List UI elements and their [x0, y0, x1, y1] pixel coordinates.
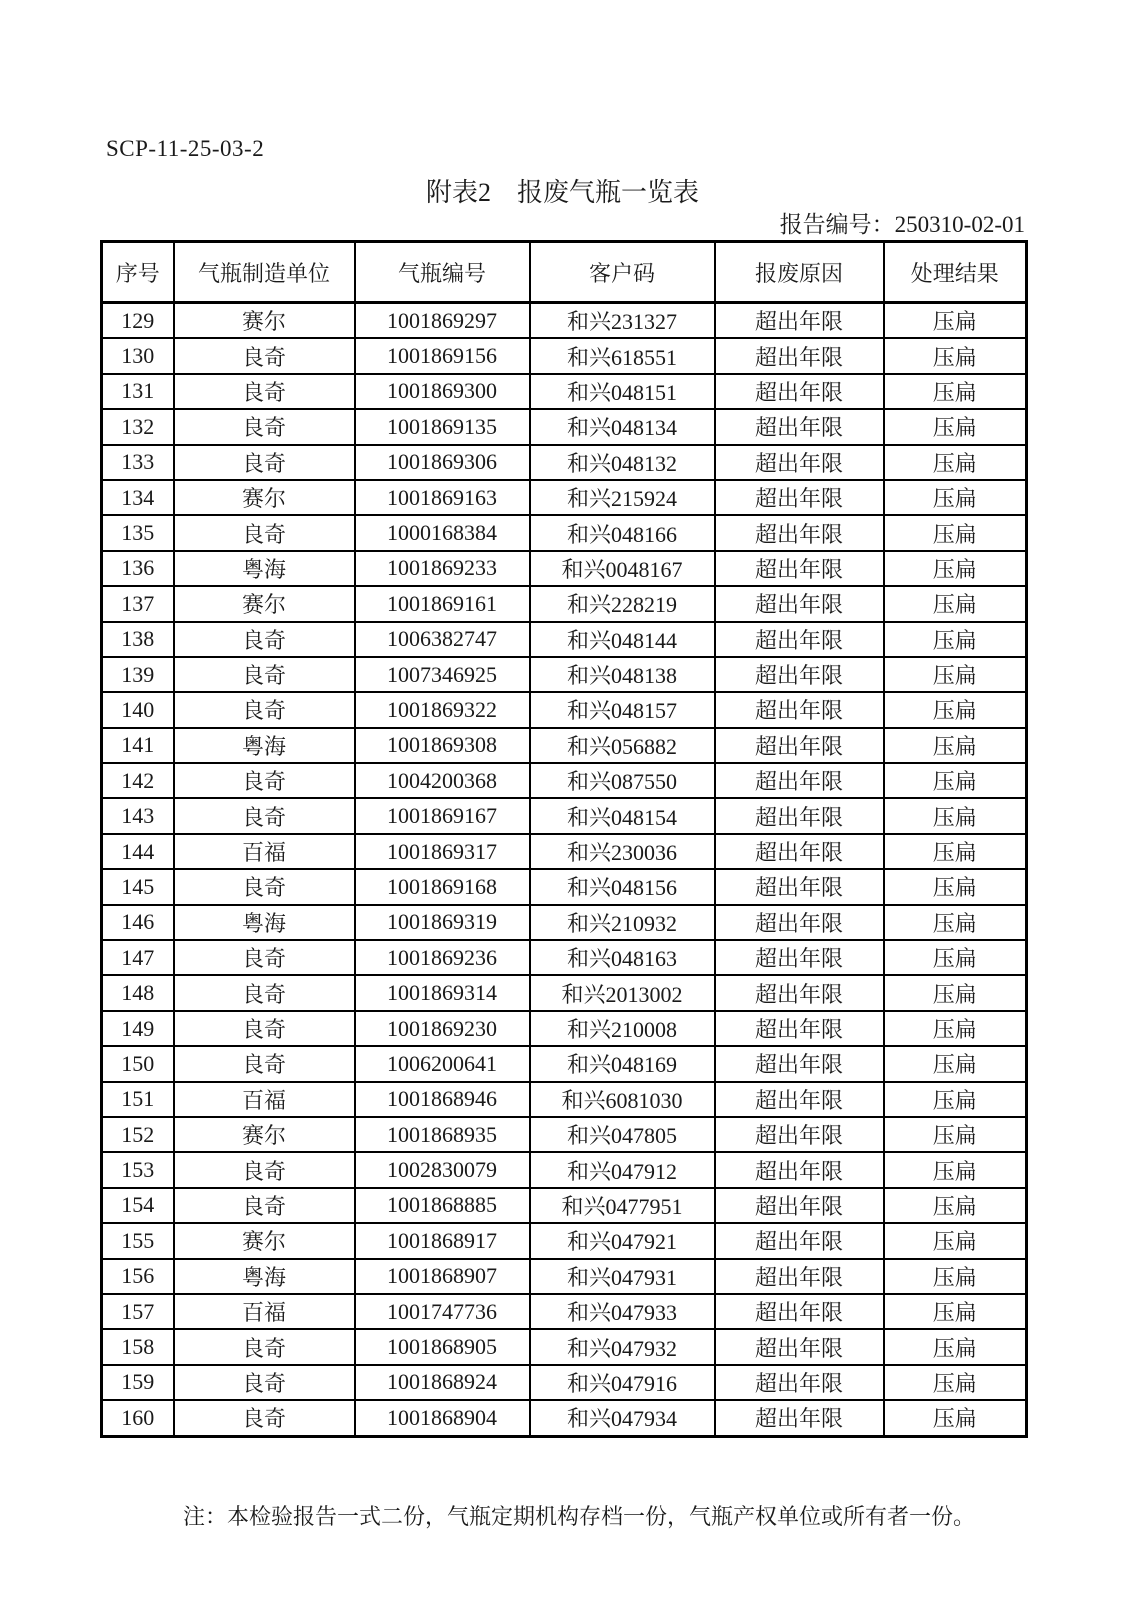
table-cell: 压扁: [884, 1152, 1027, 1187]
table-row: [102, 869, 1027, 904]
table-cell: 和兴048132: [530, 445, 715, 480]
table-cell: 1001868905: [355, 1329, 530, 1364]
table-cell: 147: [102, 940, 174, 975]
report-number-value: 250310-02-01: [894, 212, 1025, 237]
table-cell: 和兴047916: [530, 1365, 715, 1400]
table-cell: 良奇: [174, 1046, 355, 1081]
table-cell: 粤海: [174, 1259, 355, 1294]
table-cell: 1001868917: [355, 1223, 530, 1258]
table-cell: 压扁: [884, 1011, 1027, 1046]
table-cell: 压扁: [884, 622, 1027, 657]
table-cell: 和兴048169: [530, 1046, 715, 1081]
table-cell: 良奇: [174, 1329, 355, 1364]
table-cell: 1001869161: [355, 586, 530, 621]
table-row: [102, 1152, 1027, 1187]
table-cell: 超出年限: [715, 798, 884, 833]
table-cell: 1001747736: [355, 1294, 530, 1329]
table-cell: 和兴047921: [530, 1223, 715, 1258]
table-cell: 压扁: [884, 905, 1027, 940]
table-cell: 1002830079: [355, 1152, 530, 1187]
table-cell: 压扁: [884, 515, 1027, 550]
table-cell: 1001868907: [355, 1259, 530, 1294]
report-number: [100, 206, 1025, 239]
table-row: [102, 1117, 1027, 1152]
table-cell: 压扁: [884, 1400, 1027, 1436]
table-cell: 159: [102, 1365, 174, 1400]
table-cell: 和兴0477951: [530, 1188, 715, 1223]
table-cell: 压扁: [884, 1329, 1027, 1364]
table-cell: 压扁: [884, 1117, 1027, 1152]
table-cell: 良奇: [174, 445, 355, 480]
table-cell: 良奇: [174, 1400, 355, 1436]
table-row: [102, 586, 1027, 621]
table-cell: 和兴056882: [530, 728, 715, 763]
table-cell: 和兴228219: [530, 586, 715, 621]
table-cell: 超出年限: [715, 1152, 884, 1187]
table-cell: 超出年限: [715, 692, 884, 727]
column-header-cylinder-number: 气瓶编号: [355, 242, 530, 303]
table-cell: 148: [102, 975, 174, 1010]
table-cell: 138: [102, 622, 174, 657]
table-cell: 赛尔: [174, 1117, 355, 1152]
table-row: [102, 1400, 1027, 1436]
table-row: [102, 692, 1027, 727]
table-cell: 超出年限: [715, 834, 884, 869]
table-cell: 157: [102, 1294, 174, 1329]
table-cell: 压扁: [884, 409, 1027, 444]
table-cell: 超出年限: [715, 1046, 884, 1081]
table-row: [102, 1259, 1027, 1294]
table-row: [102, 515, 1027, 550]
table-cell: 160: [102, 1400, 174, 1436]
table-cell: 和兴210008: [530, 1011, 715, 1046]
table-row: [102, 1011, 1027, 1046]
table-cell: 1001868885: [355, 1188, 530, 1223]
table-cell: 和兴048151: [530, 374, 715, 409]
table-cell: 和兴231327: [530, 303, 715, 339]
table-cell: 压扁: [884, 869, 1027, 904]
table-cell: 158: [102, 1329, 174, 1364]
table-cell: 压扁: [884, 763, 1027, 798]
table-cell: 粤海: [174, 728, 355, 763]
table-cell: 和兴6081030: [530, 1082, 715, 1117]
table-cell: 和兴048166: [530, 515, 715, 550]
table-cell: 和兴2013002: [530, 975, 715, 1010]
table-cell: 超出年限: [715, 409, 884, 444]
table-cell: 1001869156: [355, 338, 530, 373]
table-cell: 超出年限: [715, 1329, 884, 1364]
table-cell: 压扁: [884, 586, 1027, 621]
table-cell: 150: [102, 1046, 174, 1081]
table-cell: 压扁: [884, 374, 1027, 409]
table-cell: 1001869167: [355, 798, 530, 833]
table-cell: 超出年限: [715, 515, 884, 550]
table-cell: 良奇: [174, 869, 355, 904]
table-cell: 良奇: [174, 374, 355, 409]
table-cell: 良奇: [174, 1188, 355, 1223]
table-cell: 超出年限: [715, 728, 884, 763]
table-cell: 超出年限: [715, 975, 884, 1010]
table-cell: 超出年限: [715, 657, 884, 692]
table-cell: 1001869163: [355, 480, 530, 515]
table-cell: 超出年限: [715, 445, 884, 480]
column-header-index: 序号: [102, 242, 174, 303]
table-cell: 压扁: [884, 728, 1027, 763]
table-cell: 超出年限: [715, 551, 884, 586]
footer-note: 注：本检验报告一式二份，气瓶定期机构存档一份，气瓶产权单位或所有者一份。: [183, 1504, 976, 1529]
table-row: [102, 1294, 1027, 1329]
table-cell: 赛尔: [174, 586, 355, 621]
table-cell: 超出年限: [715, 940, 884, 975]
table-cell: 百福: [174, 1082, 355, 1117]
report-number-label: 报告编号：: [779, 212, 895, 237]
table-cell: 超出年限: [715, 338, 884, 373]
table-row: [102, 1329, 1027, 1364]
column-header-manufacturer: 气瓶制造单位: [174, 242, 355, 303]
table-cell: 超出年限: [715, 905, 884, 940]
table-cell: 和兴230036: [530, 834, 715, 869]
table-cell: 超出年限: [715, 480, 884, 515]
table-cell: 良奇: [174, 1365, 355, 1400]
table-row: [102, 1223, 1027, 1258]
table-row: [102, 445, 1027, 480]
table-cell: 1001868946: [355, 1082, 530, 1117]
table-cell: 136: [102, 551, 174, 586]
table-cell: 144: [102, 834, 174, 869]
table-cell: 132: [102, 409, 174, 444]
table-cell: 压扁: [884, 1082, 1027, 1117]
table-cell: 和兴210932: [530, 905, 715, 940]
table-cell: 1001868924: [355, 1365, 530, 1400]
table-cell: 良奇: [174, 692, 355, 727]
table-row: [102, 374, 1027, 409]
table-cell: 良奇: [174, 622, 355, 657]
table-cell: 151: [102, 1082, 174, 1117]
table-cell: 140: [102, 692, 174, 727]
table-cell: 百福: [174, 1294, 355, 1329]
table-row: [102, 1188, 1027, 1223]
table-row: [102, 480, 1027, 515]
table-cell: 压扁: [884, 1365, 1027, 1400]
table-row: [102, 834, 1027, 869]
table-cell: 良奇: [174, 409, 355, 444]
table-cell: 1007346925: [355, 657, 530, 692]
table-cell: 156: [102, 1259, 174, 1294]
table-cell: 压扁: [884, 1259, 1027, 1294]
table-cell: 压扁: [884, 940, 1027, 975]
table-cell: 146: [102, 905, 174, 940]
column-header-customer-code: 客户码: [530, 242, 715, 303]
table-cell: 149: [102, 1011, 174, 1046]
table-cell: 压扁: [884, 1294, 1027, 1329]
table-cell: 良奇: [174, 798, 355, 833]
table-cell: 超出年限: [715, 622, 884, 657]
table-cell: 143: [102, 798, 174, 833]
table-cell: 和兴048144: [530, 622, 715, 657]
table-cell: 1001869319: [355, 905, 530, 940]
column-header-scrap-reason: 报废原因: [715, 242, 884, 303]
table-row: [102, 1082, 1027, 1117]
table-cell: 和兴215924: [530, 480, 715, 515]
table-cell: 超出年限: [715, 1365, 884, 1400]
table-cell: 和兴048154: [530, 798, 715, 833]
table-cell: 超出年限: [715, 1011, 884, 1046]
table-cell: 超出年限: [715, 869, 884, 904]
table-cell: 133: [102, 445, 174, 480]
table-cell: 155: [102, 1223, 174, 1258]
table-cell: 和兴087550: [530, 763, 715, 798]
table-cell: 1001869314: [355, 975, 530, 1010]
table-cell: 1004200368: [355, 763, 530, 798]
table-row: [102, 338, 1027, 373]
table-cell: 和兴048138: [530, 657, 715, 692]
column-header-disposal-result: 处理结果: [884, 242, 1027, 303]
table-cell: 1001869135: [355, 409, 530, 444]
table-cell: 1001869317: [355, 834, 530, 869]
table-cell: 压扁: [884, 1223, 1027, 1258]
table-cell: 赛尔: [174, 480, 355, 515]
table-row: [102, 905, 1027, 940]
table-cell: 压扁: [884, 551, 1027, 586]
table-cell: 1001869168: [355, 869, 530, 904]
table-cell: 142: [102, 763, 174, 798]
table-cell: 良奇: [174, 657, 355, 692]
table-cell: 137: [102, 586, 174, 621]
table-cell: 1001869297: [355, 303, 530, 339]
table-row: [102, 763, 1027, 798]
table-cell: 130: [102, 338, 174, 373]
table-cell: 压扁: [884, 480, 1027, 515]
table-cell: 百福: [174, 834, 355, 869]
table-cell: 超出年限: [715, 1259, 884, 1294]
table-cell: 压扁: [884, 445, 1027, 480]
table-cell: 压扁: [884, 834, 1027, 869]
table-row: [102, 551, 1027, 586]
table-cell: 超出年限: [715, 303, 884, 339]
table-cell: 和兴048134: [530, 409, 715, 444]
table-row: [102, 940, 1027, 975]
table-row: [102, 1046, 1027, 1081]
table-cell: 超出年限: [715, 1400, 884, 1436]
page-title: 附表2 报废气瓶一览表: [425, 178, 699, 207]
table-cell: 和兴047931: [530, 1259, 715, 1294]
table-cell: 和兴047933: [530, 1294, 715, 1329]
table-cell: 良奇: [174, 338, 355, 373]
table-cell: 1001869308: [355, 728, 530, 763]
table-row: [102, 798, 1027, 833]
table-cell: 135: [102, 515, 174, 550]
table-cell: 129: [102, 303, 174, 339]
table-row: [102, 975, 1027, 1010]
table-cell: 赛尔: [174, 303, 355, 339]
table-cell: 超出年限: [715, 1188, 884, 1223]
table-cell: 1001868904: [355, 1400, 530, 1436]
table-cell: 压扁: [884, 303, 1027, 339]
table-header-row: [102, 242, 1027, 303]
table-cell: 152: [102, 1117, 174, 1152]
table-cell: 超出年限: [715, 1223, 884, 1258]
table-row: [102, 728, 1027, 763]
table-row: [102, 303, 1027, 339]
table-cell: 134: [102, 480, 174, 515]
table-cell: 压扁: [884, 1046, 1027, 1081]
table-cell: 压扁: [884, 692, 1027, 727]
table-cell: 超出年限: [715, 763, 884, 798]
table-cell: 1001869230: [355, 1011, 530, 1046]
table-cell: 和兴047912: [530, 1152, 715, 1187]
table-cell: 和兴0048167: [530, 551, 715, 586]
table-cell: 131: [102, 374, 174, 409]
table-cell: 良奇: [174, 763, 355, 798]
table-cell: 153: [102, 1152, 174, 1187]
table-cell: 1001869233: [355, 551, 530, 586]
table-cell: 良奇: [174, 975, 355, 1010]
table-cell: 1001869306: [355, 445, 530, 480]
table-cell: 赛尔: [174, 1223, 355, 1258]
table-cell: 和兴047934: [530, 1400, 715, 1436]
table-cell: 良奇: [174, 940, 355, 975]
table-row: [102, 657, 1027, 692]
scrapped-cylinder-table: [100, 240, 1028, 1438]
table-cell: 1006200641: [355, 1046, 530, 1081]
table-cell: 1001869236: [355, 940, 530, 975]
table-cell: 良奇: [174, 1011, 355, 1046]
table-cell: 139: [102, 657, 174, 692]
table-cell: 压扁: [884, 657, 1027, 692]
table-cell: 154: [102, 1188, 174, 1223]
table-cell: 1001869300: [355, 374, 530, 409]
table-cell: 145: [102, 869, 174, 904]
table-cell: 和兴048157: [530, 692, 715, 727]
table-row: [102, 409, 1027, 444]
table-cell: 良奇: [174, 1152, 355, 1187]
table-cell: 粤海: [174, 905, 355, 940]
table-cell: 超出年限: [715, 1082, 884, 1117]
table-cell: 1001869322: [355, 692, 530, 727]
table-cell: 超出年限: [715, 586, 884, 621]
table-cell: 和兴047932: [530, 1329, 715, 1364]
doc-code: SCP-11-25-03-2: [106, 136, 265, 161]
table-cell: 压扁: [884, 338, 1027, 373]
table-cell: 和兴618551: [530, 338, 715, 373]
table-cell: 压扁: [884, 798, 1027, 833]
table-cell: 粤海: [174, 551, 355, 586]
table-cell: 和兴047805: [530, 1117, 715, 1152]
table-cell: 1000168384: [355, 515, 530, 550]
table-cell: 良奇: [174, 515, 355, 550]
table-cell: 1001868935: [355, 1117, 530, 1152]
table-cell: 压扁: [884, 1188, 1027, 1223]
table-cell: 1006382747: [355, 622, 530, 657]
table-cell: 压扁: [884, 975, 1027, 1010]
table-cell: 超出年限: [715, 1294, 884, 1329]
table-cell: 141: [102, 728, 174, 763]
table-row: [102, 622, 1027, 657]
table-cell: 超出年限: [715, 1117, 884, 1152]
table-cell: 超出年限: [715, 374, 884, 409]
table-row: [102, 1365, 1027, 1400]
table-cell: 和兴048156: [530, 869, 715, 904]
table-cell: 和兴048163: [530, 940, 715, 975]
